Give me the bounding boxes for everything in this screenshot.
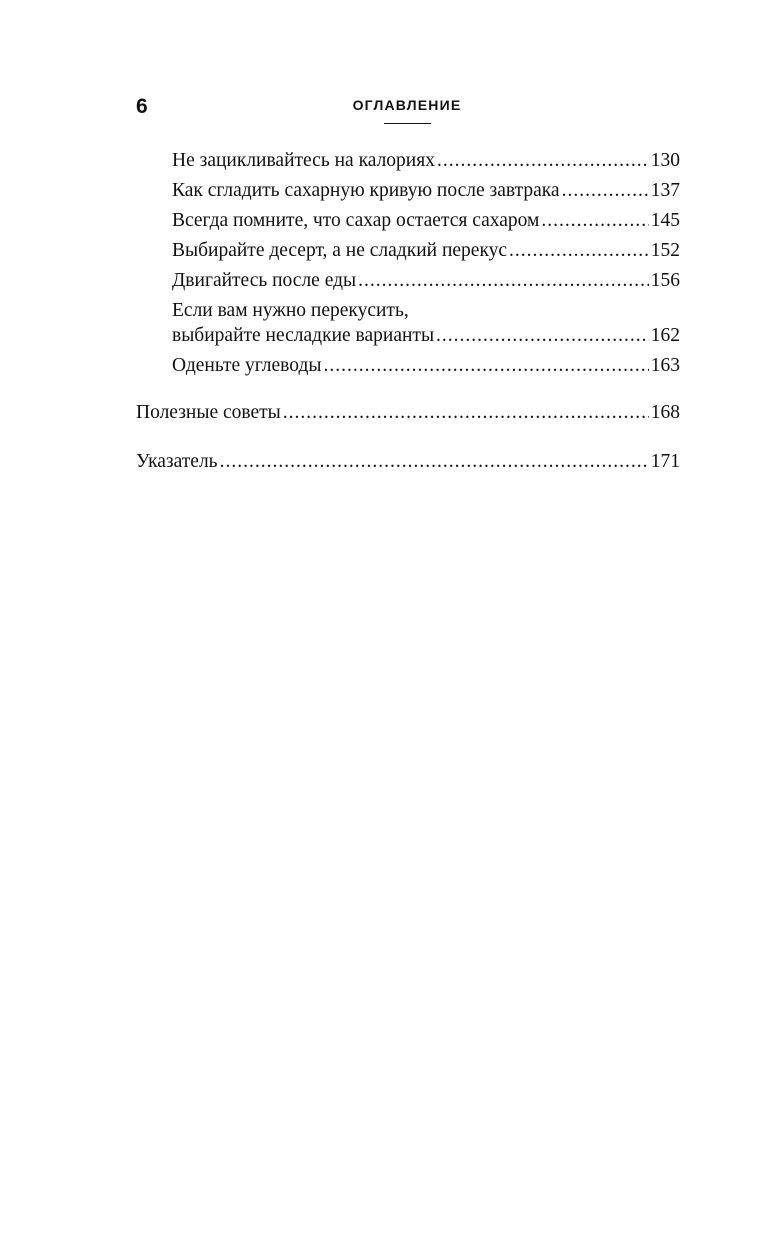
toc-entry: [172, 180, 680, 202]
toc-entry-title: Полезные советы: [136, 402, 281, 423]
toc-entry-title: Всегда помните, что сахар остается сахаром: [172, 210, 540, 231]
toc-entry: [172, 270, 680, 292]
toc-entry-page: 156: [650, 270, 680, 291]
toc-entry-page: 163: [650, 355, 680, 376]
toc-entry-page: 168: [650, 402, 680, 423]
toc-dot-leader: [509, 240, 649, 262]
toc-dot-leader: [541, 210, 648, 232]
toc-entry-title: выбирайте несладкие варианты: [172, 325, 435, 346]
toc-entry-title-line1: Если вам нужно перекусить,: [172, 300, 409, 321]
toc-dot-leader: [220, 451, 649, 473]
toc-entry-page: 162: [650, 325, 680, 346]
toc-dot-leader: [358, 270, 649, 292]
toc-dot-leader: [436, 325, 649, 347]
toc-entry-title: Не зацикливайтесь на калориях: [172, 150, 435, 171]
toc-entry-title: Оденьте углеводы: [172, 355, 322, 376]
running-head-rule: [384, 123, 431, 124]
toc-entry: [172, 210, 680, 232]
toc-dot-leader: [283, 402, 649, 424]
toc-entry: [172, 240, 680, 262]
toc-entry: [136, 402, 680, 424]
toc-entry-page: 171: [650, 451, 680, 472]
toc-entry: [136, 451, 680, 473]
toc-entry: [172, 355, 680, 377]
toc-dot-leader: [323, 355, 648, 377]
toc-entry-page: 152: [650, 240, 680, 261]
page-number: 6: [136, 95, 148, 118]
running-head: ОГЛАВЛЕНИЕ: [352, 97, 462, 113]
toc-entry-page: 145: [650, 210, 680, 231]
toc-entry: [172, 150, 680, 172]
toc-entry-title: Выбирайте десерт, а не сладкий перекус: [172, 240, 508, 261]
toc-entry-title: Двигайтесь после еды: [172, 270, 357, 291]
toc-entry-page: 137: [650, 180, 680, 201]
toc-entry-title: Как сгладить сахарную кривую после завтрака: [172, 180, 560, 201]
toc-dot-leader: [437, 150, 649, 172]
toc-entry-page: 130: [650, 150, 680, 171]
toc-entry-title: Указатель: [136, 451, 218, 472]
toc-dot-leader: [562, 180, 649, 202]
toc-entry: [172, 325, 680, 347]
